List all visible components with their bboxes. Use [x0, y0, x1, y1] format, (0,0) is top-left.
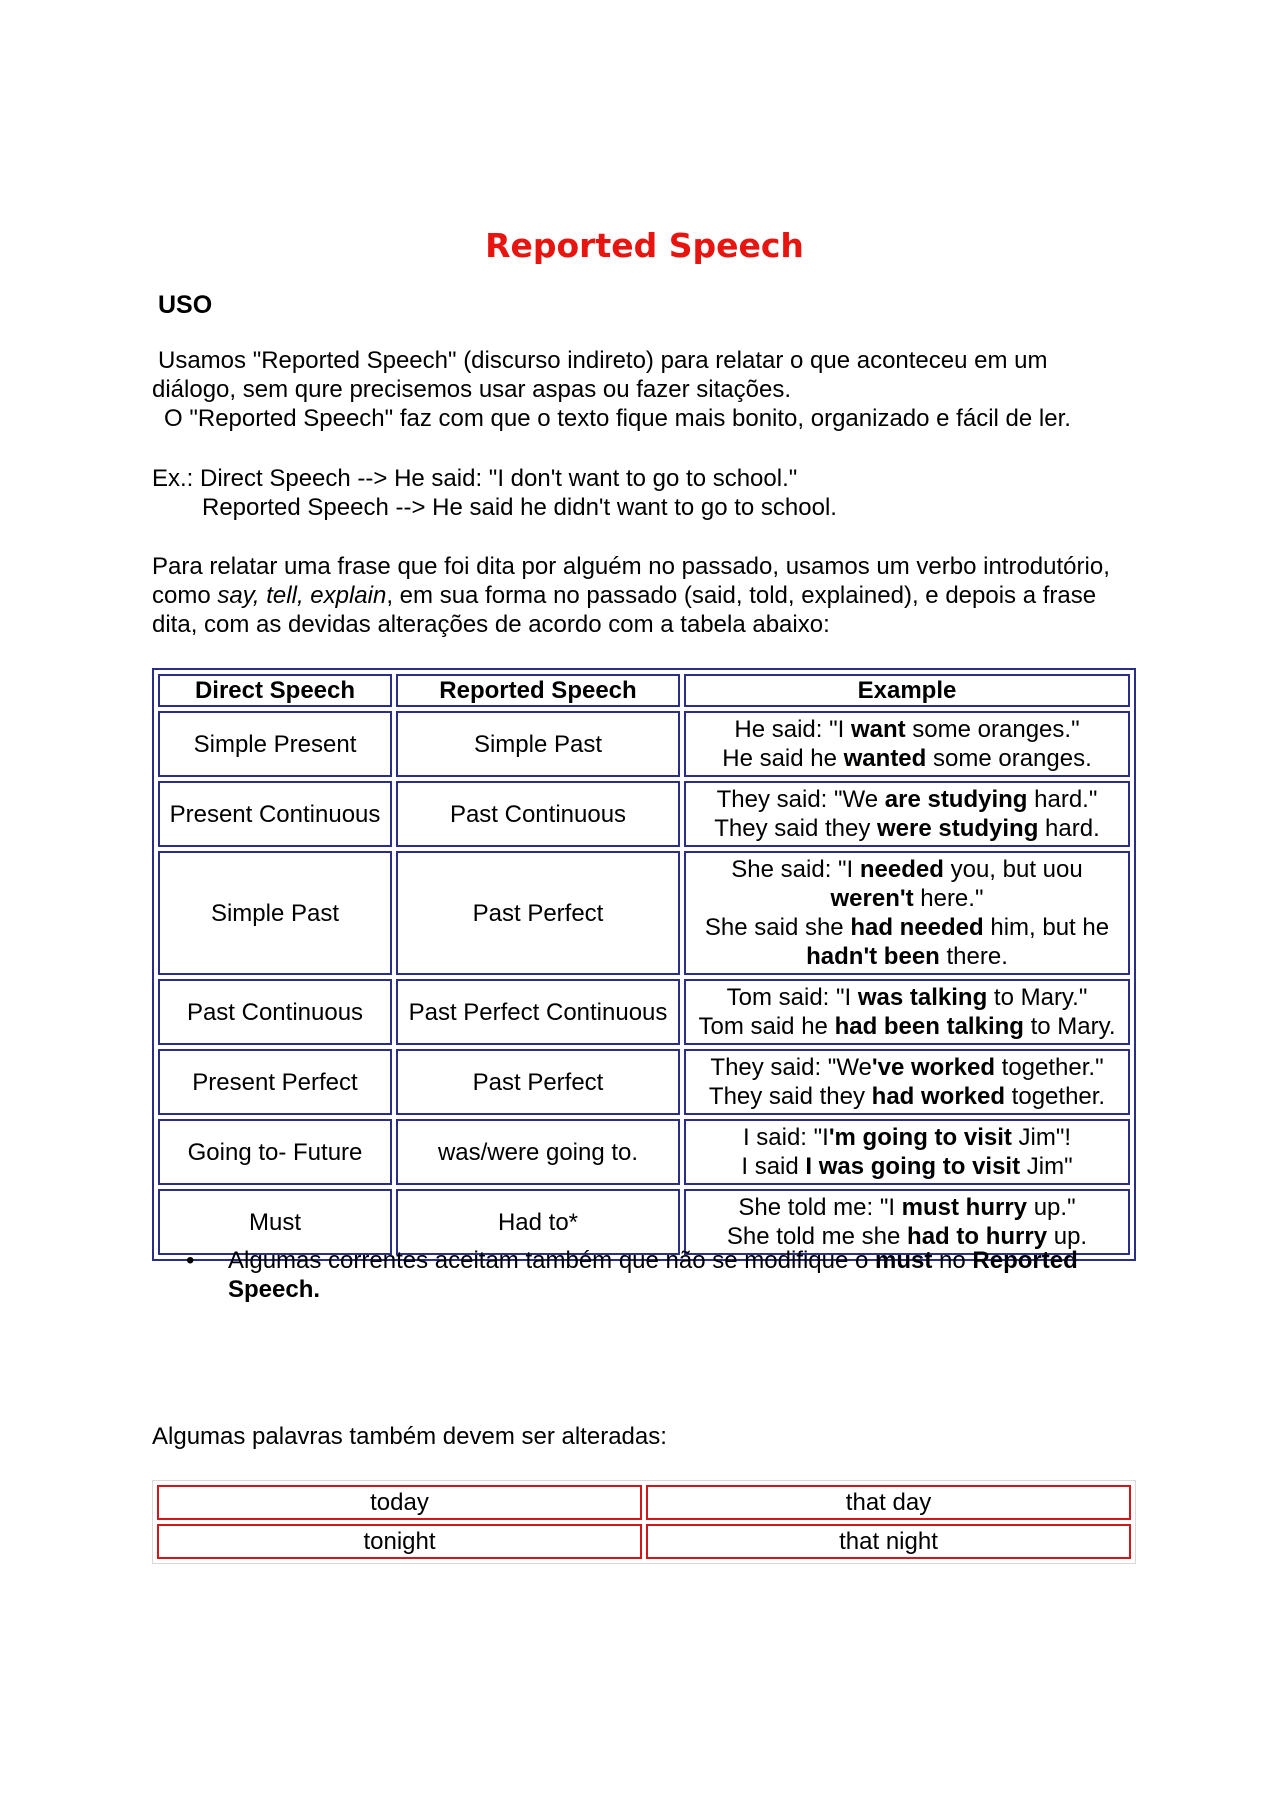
example-text: She told me she: [726, 1223, 908, 1250]
example-text: I said: [741, 1153, 806, 1180]
example-text: some oranges.: [926, 745, 1092, 772]
cell-direct: Present Perfect: [158, 1049, 392, 1115]
cell-direct: Past Continuous: [158, 979, 392, 1045]
example-line: [688, 1152, 1126, 1181]
example-line: [688, 884, 1126, 913]
page-title: Reported Speech: [485, 226, 804, 265]
note-text: no: [932, 1247, 973, 1274]
example-text: hard.": [1027, 786, 1098, 813]
example-verb: had been talking: [834, 1013, 1024, 1040]
example-verb: was talking: [857, 984, 988, 1011]
example-verb: had worked: [871, 1083, 1006, 1110]
words-intro: Algumas palavras também devem ser alteradas:: [152, 1423, 667, 1450]
example-verb: must hurry: [901, 1194, 1028, 1221]
example-text: They said they: [708, 1083, 872, 1110]
note-bold: Reported Speech.: [228, 1247, 1078, 1303]
example-line: [688, 814, 1126, 843]
example-text: some oranges.": [905, 716, 1080, 743]
header-reported: Reported Speech: [396, 674, 680, 707]
explanation-text: , em sua forma no passado (said, told, explained), e depois a frase dita, com as devidas alterações de acordo com a tabela abaixo:: [152, 582, 1097, 638]
example-text: together.": [994, 1054, 1104, 1081]
example-line: [688, 1193, 1126, 1222]
word-changed: that night: [646, 1524, 1131, 1559]
example-text: They said: "We: [710, 1054, 872, 1081]
example-text: I said: "I: [742, 1124, 829, 1151]
example-text: He said he: [722, 745, 844, 772]
example-text: hard.: [1038, 815, 1100, 842]
reported-speech-table: [152, 668, 1136, 1261]
example-verb: needed: [859, 856, 944, 883]
example-text: together.: [1005, 1083, 1106, 1110]
explanation-verbs: say, tell, explain: [217, 582, 387, 609]
table-row: [158, 781, 1130, 847]
example-text: to Mary.": [987, 984, 1088, 1011]
example-line: [688, 1012, 1126, 1041]
cell-reported: was/were going to.: [396, 1119, 680, 1185]
table-row: [157, 1524, 1131, 1559]
explanation-text: Para relatar uma frase que foi dita por alguém no passado, usamos um verbo introdutório, como: [152, 553, 1110, 609]
example-verb: are studying: [884, 786, 1028, 813]
example-text: you, but uou: [943, 856, 1083, 883]
example-text: He said: "I: [734, 716, 851, 743]
explanation-paragraph: [152, 552, 1137, 639]
table-row: [158, 979, 1130, 1045]
example-verb: hadn't been: [806, 943, 940, 970]
cell-reported: Past Continuous: [396, 781, 680, 847]
cell-direct: Present Continuous: [158, 781, 392, 847]
example-line: [688, 855, 1126, 884]
cell-example: [684, 1119, 1130, 1185]
word-original: tonight: [157, 1524, 642, 1559]
cell-direct: Going to- Future: [158, 1119, 392, 1185]
example-text: Jim": [1020, 1153, 1073, 1180]
intro-line: Usamos "Reported Speech" (discurso indireto) para relatar o que aconteceu em um: [158, 347, 1048, 374]
cell-example: [684, 1049, 1130, 1115]
table-row: [158, 711, 1130, 777]
example-line: [688, 1082, 1126, 1111]
header-direct: Direct Speech: [158, 674, 392, 707]
example-text: They said they: [714, 815, 877, 842]
example-line: [688, 913, 1126, 942]
cell-example: [684, 711, 1130, 777]
example-line: [688, 1123, 1126, 1152]
example-text: him, but he: [983, 914, 1110, 941]
example-text: Tom said he: [698, 1013, 835, 1040]
note-text: Algumas correntes aceitam também que não se modifique o: [228, 1247, 876, 1274]
word-original: today: [157, 1485, 642, 1520]
table-row: [158, 1119, 1130, 1185]
cell-direct: Simple Present: [158, 711, 392, 777]
example-text: Tom said: "I: [726, 984, 858, 1011]
example-text: to Mary.: [1023, 1013, 1116, 1040]
example-paragraph: [152, 464, 837, 522]
word-changes-table: [152, 1480, 1136, 1564]
example-verb: 'm going to visit: [828, 1124, 1012, 1151]
example-text: She said: "I: [731, 856, 860, 883]
example-line: [688, 942, 1126, 971]
example-text: She told me: "I: [738, 1194, 902, 1221]
cell-direct: Simple Past: [158, 851, 392, 975]
section-heading: USO: [158, 291, 213, 319]
example-verb: had to hurry: [907, 1223, 1048, 1250]
example-line: [688, 1053, 1126, 1082]
cell-direct: Must: [158, 1189, 392, 1255]
cell-reported: Past Perfect: [396, 1049, 680, 1115]
example-verb: 've worked: [871, 1054, 995, 1081]
bullet-icon: •: [186, 1247, 195, 1274]
cell-example: [684, 781, 1130, 847]
example-verb: weren't: [830, 885, 914, 912]
example-text: up.: [1047, 1223, 1088, 1250]
table-row: [158, 1049, 1130, 1115]
example-line: [688, 715, 1126, 744]
cell-reported: Past Perfect Continuous: [396, 979, 680, 1045]
example-line: [688, 744, 1126, 773]
table-header-row: [158, 674, 1130, 707]
cell-reported: Past Perfect: [396, 851, 680, 975]
note-bold: must: [875, 1247, 933, 1274]
header-example: Example: [684, 674, 1130, 707]
cell-reported: Simple Past: [396, 711, 680, 777]
example-text: They said: "We: [716, 786, 885, 813]
example-text: up.": [1027, 1194, 1076, 1221]
cell-example: [684, 979, 1130, 1045]
example-reported: Reported Speech --> He said he didn't want to go to school.: [202, 494, 837, 521]
example-line: [688, 983, 1126, 1012]
intro-paragraph: [152, 346, 1137, 433]
example-verb: I was going to visit: [805, 1153, 1021, 1180]
example-direct: Ex.: Direct Speech --> He said: "I don't want to go to school.": [152, 465, 798, 492]
example-verb: had needed: [850, 914, 984, 941]
cell-reported: Had to*: [396, 1189, 680, 1255]
example-text: Jim"!: [1011, 1124, 1072, 1151]
example-verb: wanted: [843, 745, 927, 772]
example-text: She said she: [704, 914, 851, 941]
example-text: there.: [939, 943, 1008, 970]
intro-line: O "Reported Speech" faz com que o texto fique mais bonito, organizado e fácil de ler.: [164, 405, 1071, 432]
table-row: [158, 851, 1130, 975]
intro-line: diálogo, sem qure precisemos usar aspas ou fazer sitações.: [152, 376, 791, 403]
cell-example: [684, 851, 1130, 975]
table-row: [157, 1485, 1131, 1520]
word-changed: that day: [646, 1485, 1131, 1520]
example-verb: were studying: [877, 815, 1039, 842]
example-text: here.": [913, 885, 984, 912]
note-bullet-item: [186, 1246, 1136, 1304]
example-verb: want: [850, 716, 906, 743]
example-line: [688, 785, 1126, 814]
